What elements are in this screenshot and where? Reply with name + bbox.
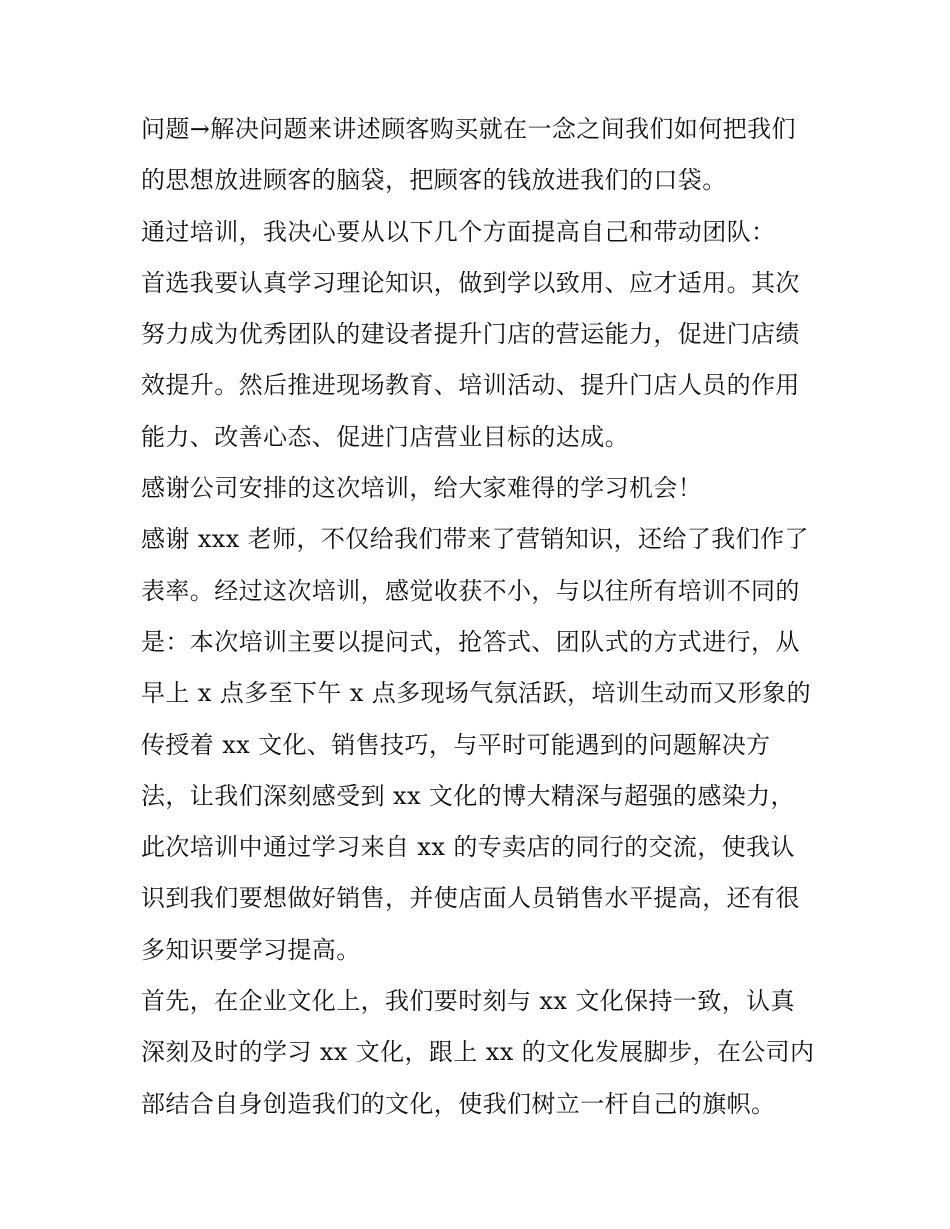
text-line: 表率。经过这次培训，感觉收获不小，与以往所有培训不同的 bbox=[141, 576, 800, 605]
text-line: 努力成为优秀团队的建设者提升门店的营运能力，促进门店绩 bbox=[141, 320, 800, 349]
text-line: 法，让我们深刻感受到 xx 文化的博大精深与超强的感染力， bbox=[141, 781, 795, 810]
text-line: 通过培训，我决心要从以下几个方面提高自己和带动团队： bbox=[141, 217, 776, 246]
text-line: 问题→解决问题来讲述顾客购买就在一念之间我们如何把我们 bbox=[141, 115, 796, 143]
text-line: 深刻及时的学习 xx 文化，跟上 xx 的文化发展脚步，在公司内 bbox=[141, 1038, 815, 1067]
text-line: 感谢公司安排的这次培训，给大家难得的学习机会！ bbox=[141, 474, 703, 503]
text-line: 传授着 xx 文化、销售技巧，与平时可能遇到的问题解决方 bbox=[141, 730, 771, 759]
text-line: 识到我们要想做好销售，并使店面人员销售水平提高，还有很 bbox=[141, 884, 800, 913]
text-line: 部结合自身创造我们的文化，使我们树立一杆自己的旗帜。 bbox=[141, 1089, 776, 1118]
document-body bbox=[141, 104, 821, 1130]
text-line: 的思想放进顾客的脑袋，把顾客的钱放进我们的口袋。 bbox=[141, 166, 727, 195]
text-line: 感谢 xxx 老师，不仅给我们带来了营销知识，还给了我们作了 bbox=[141, 525, 809, 554]
text-line: 早上 x 点多至下午 x 点多现场气氛活跃，培训生动而又形象的 bbox=[141, 679, 811, 708]
text-line: 此次培训中通过学习来自 xx 的专卖店的同行的交流，使我认 bbox=[141, 833, 795, 862]
text-line: 效提升。然后推进现场教育、培训活动、提升门店人员的作用 bbox=[141, 371, 800, 400]
text-line: 能力、改善心态、促进门店营业目标的达成。 bbox=[141, 422, 629, 451]
text-line: 多知识要学习提高。 bbox=[141, 935, 361, 964]
text-line: 首选我要认真学习理论知识，做到学以致用、应才适用。其次 bbox=[141, 268, 800, 297]
text-line: 首先，在企业文化上，我们要时刻与 xx 文化保持一致，认真 bbox=[141, 987, 795, 1016]
text-line: 是：本次培训主要以提问式，抢答式、团队式的方式进行，从 bbox=[141, 627, 800, 656]
